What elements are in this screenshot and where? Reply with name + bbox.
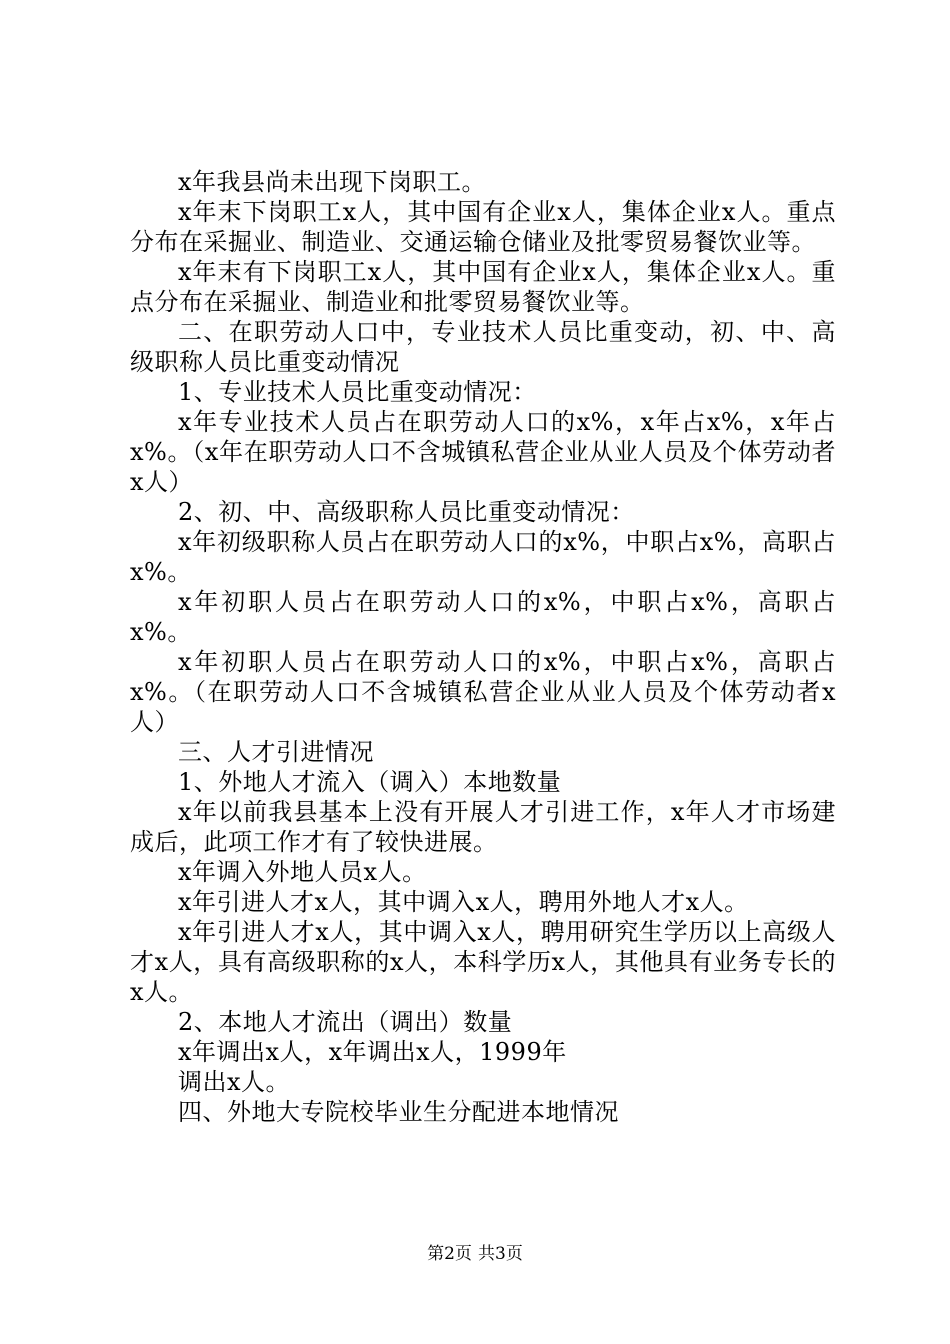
section-heading: 二、在职劳动人口中，专业技术人员比重变动，初、中、高级职称人员比重变动情况 — [130, 318, 836, 376]
section-heading: 三、人才引进情况 — [178, 738, 374, 766]
document-body — [130, 167, 836, 1127]
section-heading: 四、外地大专院校毕业生分配进本地情况 — [178, 1098, 619, 1126]
paragraph: 调出x人。 — [178, 1068, 291, 1096]
paragraph: x年调入外地人员x人。 — [178, 858, 427, 886]
paragraph: x年末下岗职工x人，其中国有企业x人，集体企业x人。重点分布在采掘业、制造业、交通运输仓储业及批零贸易餐饮业等。 — [130, 198, 836, 256]
paragraph: x年初职人员占在职劳动人口的x%，中职占x%，高职占x%。 — [130, 588, 836, 646]
page-footer — [0, 1243, 950, 1265]
paragraph: x年我县尚未出现下岗职工。 — [178, 168, 487, 196]
paragraph: x年专业技术人员占在职劳动人口的x%，x年占x%，x年占x%。（x年在职劳动人口不含城镇私营企业从业人员及个体劳动者x人） — [130, 408, 836, 496]
paragraph: x年以前我县基本上没有开展人才引进工作，x年人才市场建成后，此项工作才有了较快进展。 — [130, 798, 836, 856]
page-number-current: 第2页 — [427, 1244, 472, 1264]
paragraph: x年初职人员占在职劳动人口的x%，中职占x%，高职占x%。（在职劳动人口不含城镇私营企业从业人员及个体劳动者x人） — [130, 648, 836, 736]
subsection-heading: 2、初、中、高级职称人员比重变动情况： — [178, 498, 635, 526]
subsection-heading: 1、专业技术人员比重变动情况： — [178, 378, 537, 406]
paragraph: x年初级职称人员占在职劳动人口的x%，中职占x%，高职占x%。 — [130, 528, 836, 586]
subsection-heading: 1、外地人才流入（调入）本地数量 — [178, 768, 562, 796]
paragraph: x年调出x人，x年调出x人，1999年 — [178, 1038, 567, 1066]
paragraph: x年引进人才x人，其中调入x人，聘用外地人才x人。 — [178, 888, 749, 916]
paragraph: x年引进人才x人，其中调入x人，聘用研究生学历以上高级人才x人，具有高级职称的x人，本科学历x人，其他具有业务专长的x人。 — [130, 918, 836, 1006]
paragraph: x年末有下岗职工x人，其中国有企业x人，集体企业x人。重点分布在采掘业、制造业和批零贸易餐饮业等。 — [130, 258, 836, 316]
subsection-heading: 2、本地人才流出（调出）数量 — [178, 1008, 513, 1036]
page-number-total: 共3页 — [478, 1244, 523, 1264]
